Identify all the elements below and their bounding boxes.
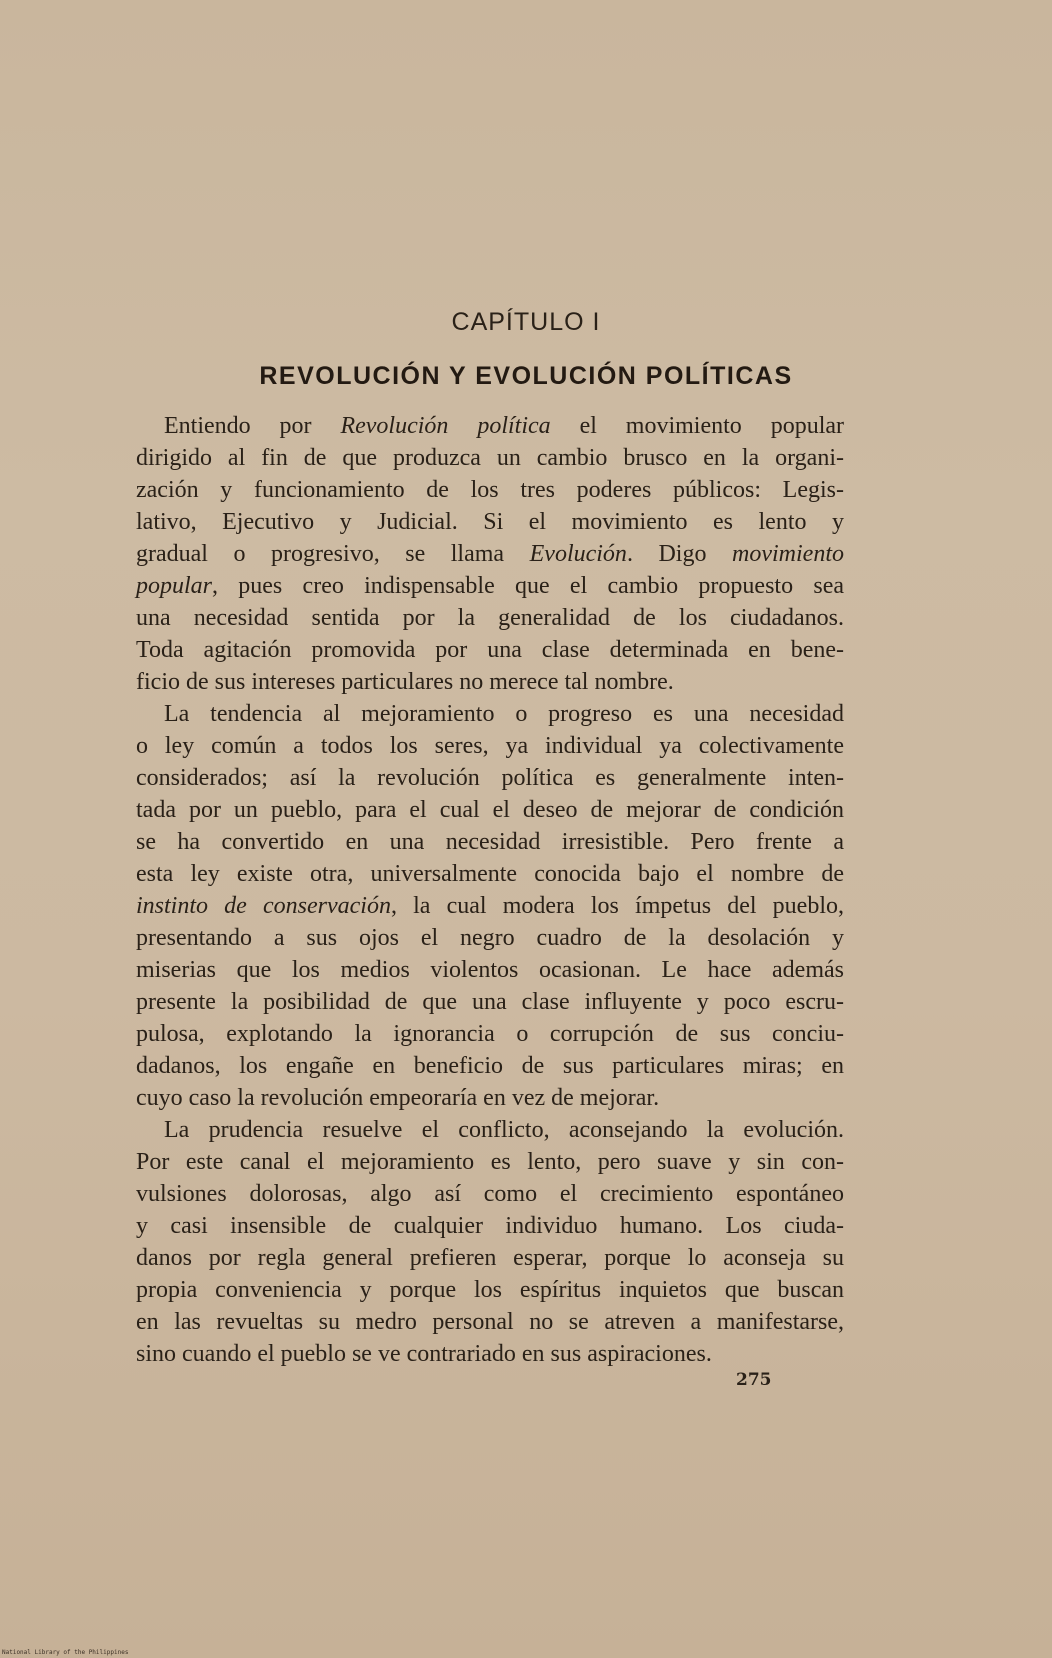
text-line: considerados; así la revolución política es generalmente inten-	[136, 765, 844, 791]
italic-term: movimiento	[732, 541, 845, 567]
text-line: vulsiones dolorosas, algo así como el crecimiento espontáneo	[136, 1181, 844, 1207]
text-line: lativo, Ejecutivo y Judicial. Si el movimiento es lento y	[136, 509, 844, 535]
text-line: miserias que los medios violentos ocasionan. Le hace además	[136, 957, 844, 983]
text-line: presente la posibilidad de que una clase influyente y poco escru-	[136, 989, 844, 1015]
text-line: dadanos, los engañe en beneficio de sus particulares miras; en	[136, 1053, 844, 1079]
text-line: o ley común a todos los seres, ya individual ya colectivamente	[136, 733, 844, 759]
chapter-label: CAPÍTULO I	[451, 308, 601, 336]
text-line: La tendencia al mejoramiento o progreso es una necesidad	[164, 701, 844, 727]
text-line: gradual o progresivo, se llama Evolución. Digo movimiento	[136, 541, 845, 567]
paragraph	[136, 410, 844, 698]
italic-term: Revolución política	[340, 413, 551, 439]
text-line: tada por un pueblo, para el cual el deseo de mejorar de condición	[136, 797, 844, 823]
text-line: y casi insensible de cualquier individuo humano. Los ciuda-	[136, 1213, 844, 1239]
text-line: La prudencia resuelve el conflicto, aconsejando la evolución.	[164, 1117, 844, 1143]
paragraph	[136, 1114, 844, 1370]
text-line: zación y funcionamiento de los tres poderes públicos: Legis-	[136, 477, 844, 503]
page-number: 275	[736, 1370, 772, 1390]
chapter-title: REVOLUCIÓN Y EVOLUCIÓN POLÍTICAS	[259, 362, 793, 390]
text-line: cuyo caso la revolución empeoraría en vez de mejorar.	[136, 1085, 660, 1111]
body-text	[136, 410, 844, 1370]
italic-term: popular	[136, 573, 213, 599]
text-line: popular, pues creo indispensable que el cambio propuesto sea	[136, 573, 844, 599]
text-line: Toda agitación promovida por una clase determinada en bene-	[136, 637, 844, 663]
text-line: propia conveniencia y porque los espíritus inquietos que buscan	[136, 1277, 844, 1303]
text-line: se ha convertido en una necesidad irresistible. Pero frente a	[136, 829, 844, 855]
text-line: Por este canal el mejoramiento es lento, pero suave y sin con-	[136, 1149, 844, 1175]
footer-credit: National Library of the Philippines	[2, 1649, 129, 1656]
text-line: una necesidad sentida por la generalidad de los ciudadanos.	[136, 605, 844, 631]
text-line: presentando a sus ojos el negro cuadro de la desolación y	[136, 925, 844, 951]
italic-term: Evolución	[529, 541, 627, 567]
text-line: danos por regla general prefieren esperar, porque lo aconseja su	[136, 1245, 844, 1271]
text-line: Entiendo por Revolución política el movimiento popular	[164, 413, 845, 439]
text-line: pulosa, explotando la ignorancia o corrupción de sus conciu-	[136, 1021, 844, 1047]
italic-term: instinto de conservación	[136, 893, 391, 919]
text-line: en las revueltas su medro personal no se atreven a manifestarse,	[136, 1309, 844, 1335]
text-line: ficio de sus intereses particulares no merece tal nombre.	[136, 669, 674, 695]
text-line: esta ley existe otra, universalmente conocida bajo el nombre de	[136, 861, 844, 887]
text-line: sino cuando el pueblo se ve contrariado en sus aspiraciones.	[136, 1341, 712, 1367]
text-line: dirigido al fin de que produzca un cambio brusco en la organi-	[136, 445, 844, 471]
text-line: instinto de conservación, la cual modera los ímpetus del pueblo,	[136, 893, 844, 919]
paragraph	[136, 698, 844, 1114]
